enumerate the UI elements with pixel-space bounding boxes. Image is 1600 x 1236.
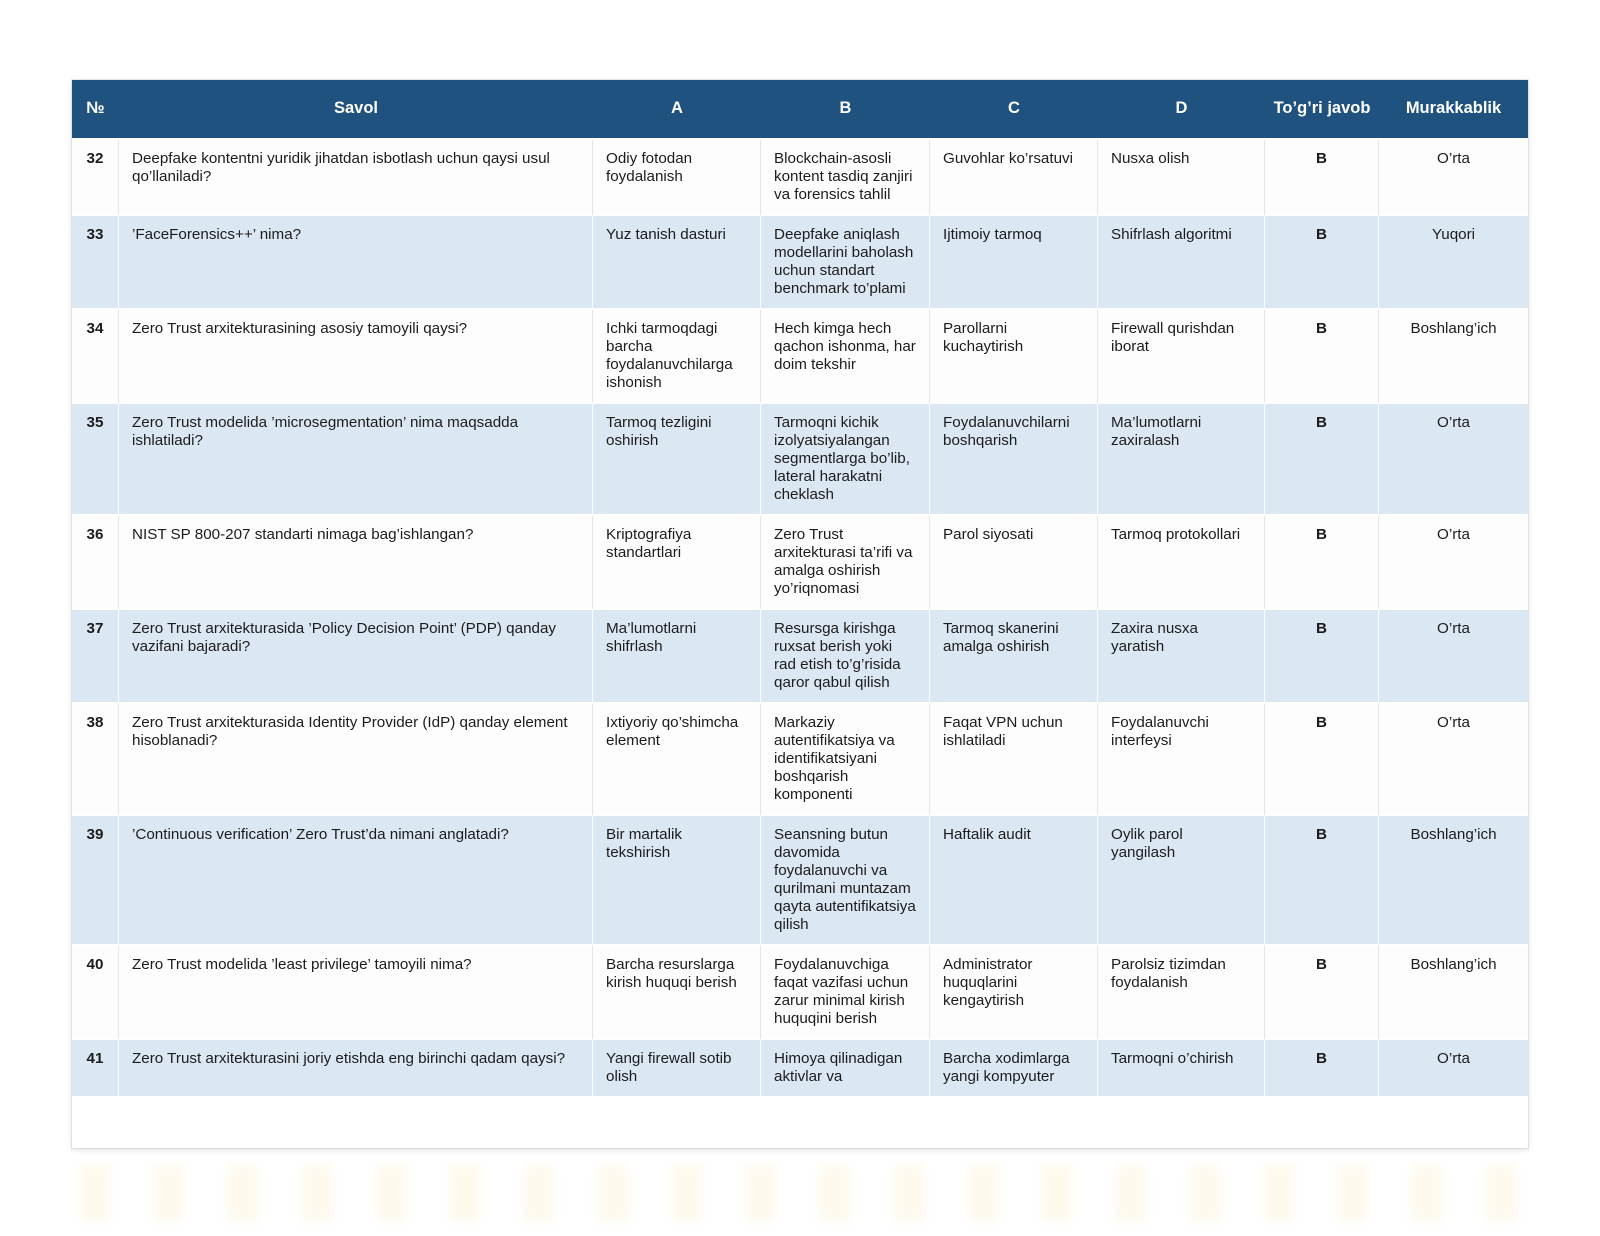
cell-difficulty: Boshlang’ich <box>1379 816 1528 946</box>
cell-option-a: Yangi firewall sotib olish <box>593 1040 761 1098</box>
cell-difficulty: Boshlang’ich <box>1379 946 1528 1040</box>
cell-difficulty: Yuqori <box>1379 216 1528 310</box>
cell-option-d: Firewall qurishdan iborat <box>1098 310 1265 404</box>
table-row <box>72 310 1528 404</box>
cell-option-b: Seansning butun davomida foydalanuvchi va qurilmani muntazam qayta autentifikatsiya qilish <box>761 816 930 946</box>
cell-option-b: Zero Trust arxitekturasi ta’rifi va amalga oshirish yo’riqnomasi <box>761 516 930 610</box>
cell-correct-answer: B <box>1265 946 1379 1040</box>
cell-option-d: Tarmoq protokollari <box>1098 516 1265 610</box>
cell-correct-answer: B <box>1265 140 1379 216</box>
col-header-number: № <box>72 80 119 140</box>
cell-row-number: 41 <box>72 1040 119 1098</box>
cell-question: Zero Trust arxitekturasida Identity Provider (IdP) qanday element hisoblanadi? <box>119 704 593 816</box>
cell-option-a: Tarmoq tezligini oshirish <box>593 404 761 516</box>
cell-question: Zero Trust arxitekturasining asosiy tamoyili qaysi? <box>119 310 593 404</box>
cell-option-b: Tarmoqni kichik izolyatsiyalangan segmentlarga bo’lib, lateral harakatni cheklash <box>761 404 930 516</box>
col-header-option-b: B <box>761 80 930 140</box>
table-row <box>72 816 1528 946</box>
table-row <box>72 516 1528 610</box>
cell-correct-answer: B <box>1265 516 1379 610</box>
cell-option-c: Guvohlar ko’rsatuvi <box>930 140 1098 216</box>
cell-correct-answer: B <box>1265 816 1379 946</box>
cell-option-d: Parolsiz tizimdan foydalanish <box>1098 946 1265 1040</box>
cell-option-a: Ichki tarmoqdagi barcha foydalanuvchilarga ishonish <box>593 310 761 404</box>
cell-row-number: 37 <box>72 610 119 704</box>
cell-difficulty: Boshlang’ich <box>1379 310 1528 404</box>
cell-option-d: Ma’lumotlarni zaxiralash <box>1098 404 1265 516</box>
quiz-table <box>72 80 1528 1098</box>
cell-row-number: 35 <box>72 404 119 516</box>
cell-option-a: Ixtiyoriy qo’shimcha element <box>593 704 761 816</box>
cell-row-number: 32 <box>72 140 119 216</box>
cell-row-number: 38 <box>72 704 119 816</box>
cell-option-c: Haftalik audit <box>930 816 1098 946</box>
cell-option-c: Faqat VPN uchun ishlatiladi <box>930 704 1098 816</box>
cell-option-d: Zaxira nusxa yaratish <box>1098 610 1265 704</box>
cell-difficulty: O’rta <box>1379 516 1528 610</box>
cell-option-d: Shifrlash algoritmi <box>1098 216 1265 310</box>
cell-option-b: Foydalanuvchiga faqat vazifasi uchun zarur minimal kirish huquqini berish <box>761 946 930 1040</box>
cell-option-a: Barcha resurslarga kirish huquqi berish <box>593 946 761 1040</box>
cell-option-a: Ma’lumotlarni shifrlash <box>593 610 761 704</box>
cell-correct-answer: B <box>1265 216 1379 310</box>
cell-difficulty: O’rta <box>1379 140 1528 216</box>
cell-option-a: Odiy fotodan foydalanish <box>593 140 761 216</box>
table-row <box>72 704 1528 816</box>
cell-option-c: Tarmoq skanerini amalga oshirish <box>930 610 1098 704</box>
header-row <box>72 80 1528 140</box>
cell-row-number: 33 <box>72 216 119 310</box>
cell-row-number: 34 <box>72 310 119 404</box>
cell-row-number: 39 <box>72 816 119 946</box>
table-header <box>72 80 1528 140</box>
table-body <box>72 140 1528 1098</box>
cell-question: Zero Trust modelida ’least privilege’ tamoyili nima? <box>119 946 593 1040</box>
cell-option-a: Bir martalik tekshirish <box>593 816 761 946</box>
cell-option-d: Tarmoqni o’chirish <box>1098 1040 1265 1098</box>
quiz-table-container <box>72 80 1528 1148</box>
cell-option-d: Nusxa olish <box>1098 140 1265 216</box>
cell-option-c: Ijtimoiy tarmoq <box>930 216 1098 310</box>
cell-option-b: Deepfake aniqlash modellarini baholash uchun standart benchmark to’plami <box>761 216 930 310</box>
cell-option-c: Barcha xodimlarga yangi kompyuter <box>930 1040 1098 1098</box>
cell-correct-answer: B <box>1265 404 1379 516</box>
cell-correct-answer: B <box>1265 310 1379 404</box>
col-header-difficulty <box>1379 80 1528 140</box>
cell-question: Zero Trust arxitekturasida ’Policy Decision Point’ (PDP) qanday vazifani bajaradi? <box>119 610 593 704</box>
cell-question: Zero Trust arxitekturasini joriy etishda eng birinchi qadam qaysi? <box>119 1040 593 1098</box>
cell-row-number: 36 <box>72 516 119 610</box>
cell-option-d: Oylik parol yangilash <box>1098 816 1265 946</box>
cell-option-c: Administrator huquqlarini kengaytirish <box>930 946 1098 1040</box>
difficulty-header-label: Murakkablik <box>1405 99 1502 118</box>
cell-row-number: 40 <box>72 946 119 1040</box>
cell-option-a: Kriptografiya standartlari <box>593 516 761 610</box>
col-header-question: Savol <box>119 80 593 140</box>
background-watermark-pattern <box>80 1165 1520 1221</box>
cell-difficulty: O’rta <box>1379 704 1528 816</box>
cell-question: Zero Trust modelida ’microsegmentation’ nima maqsadda ishlatiladi? <box>119 404 593 516</box>
cell-option-a: Yuz tanish dasturi <box>593 216 761 310</box>
cell-question: ’Continuous verification’ Zero Trust’da nimani anglatadi? <box>119 816 593 946</box>
cell-question: Deepfake kontentni yuridik jihatdan isbotlash uchun qaysi usul qo’llaniladi? <box>119 140 593 216</box>
cell-option-d: Foydalanuvchi interfeysi <box>1098 704 1265 816</box>
cell-question: NIST SP 800-207 standarti nimaga bag’ishlangan? <box>119 516 593 610</box>
cell-difficulty: O’rta <box>1379 1040 1528 1098</box>
cell-option-c: Parollarni kuchaytirish <box>930 310 1098 404</box>
cell-difficulty: O’rta <box>1379 404 1528 516</box>
cell-option-b: Markaziy autentifikatsiya va identifikatsiyani boshqarish komponenti <box>761 704 930 816</box>
col-header-answer: To’g’ri javob <box>1265 80 1379 140</box>
cell-option-b: Hech kimga hech qachon ishonma, har doim tekshir <box>761 310 930 404</box>
cell-option-c: Foydalanuvchilarni boshqarish <box>930 404 1098 516</box>
cell-correct-answer: B <box>1265 1040 1379 1098</box>
table-row <box>72 140 1528 216</box>
table-row <box>72 404 1528 516</box>
col-header-option-c: C <box>930 80 1098 140</box>
cell-difficulty: O’rta <box>1379 610 1528 704</box>
cell-question: ’FaceForensics++’ nima? <box>119 216 593 310</box>
table-row <box>72 946 1528 1040</box>
cell-correct-answer: B <box>1265 610 1379 704</box>
col-header-option-d: D <box>1098 80 1265 140</box>
table-row <box>72 610 1528 704</box>
table-row <box>72 216 1528 310</box>
col-header-option-a: A <box>593 80 761 140</box>
cell-option-c: Parol siyosati <box>930 516 1098 610</box>
cell-option-b: Blockchain-asosli kontent tasdiq zanjiri va forensics tahlil <box>761 140 930 216</box>
cell-option-b: Resursga kirishga ruxsat berish yoki rad etish to’g’risida qaror qabul qilish <box>761 610 930 704</box>
cell-option-b: Himoya qilinadigan aktivlar va <box>761 1040 930 1098</box>
cell-correct-answer: B <box>1265 704 1379 816</box>
table-row <box>72 1040 1528 1098</box>
